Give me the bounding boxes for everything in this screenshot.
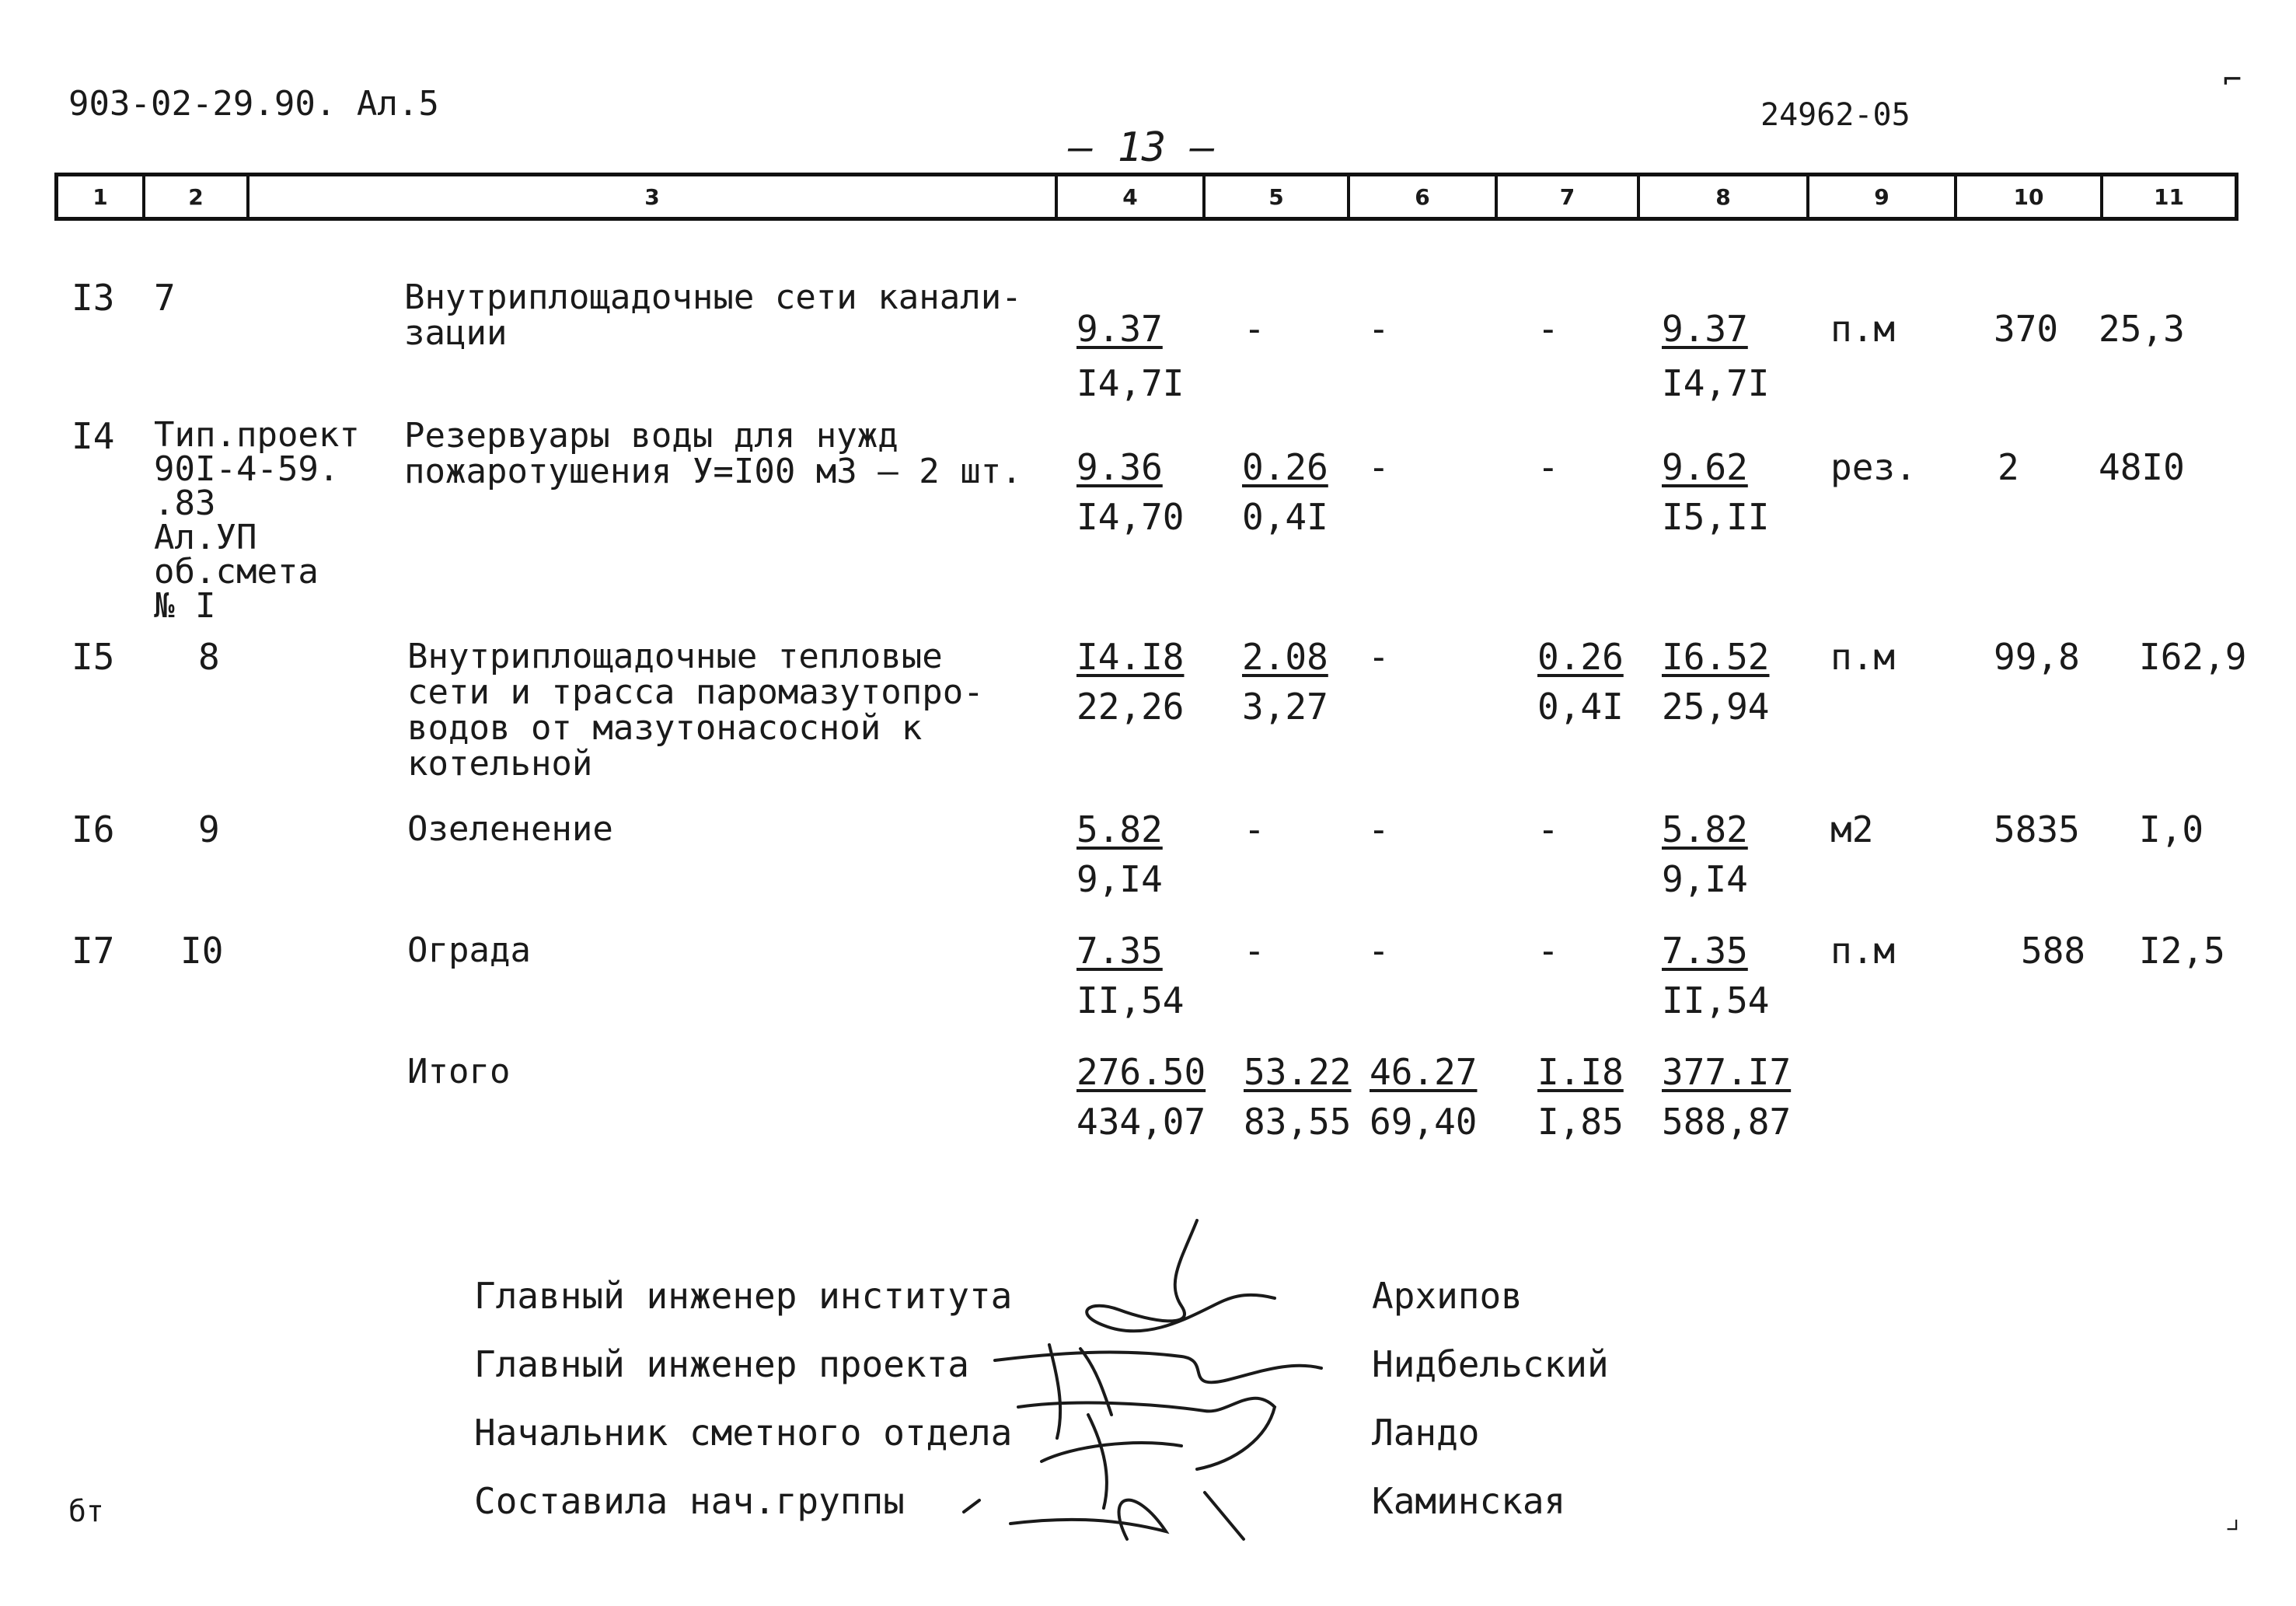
row-name: Резервуары воды для нужд пожаротушения У=I00 м3 – 2 шт. — [404, 416, 1022, 491]
col4-top: 9.37 — [1076, 308, 1163, 350]
total-col4-top: 276.50 — [1076, 1051, 1206, 1093]
quantity: 370 — [1994, 308, 2059, 350]
signature-name: Архипов — [1372, 1275, 1523, 1317]
col8-bottom: II,54 — [1662, 979, 1770, 1021]
col7-top: - — [1537, 930, 1559, 972]
signature-role: Главный инженер проекта — [474, 1343, 969, 1385]
col8-bottom: I5,II — [1662, 496, 1770, 538]
col11: 48I0 — [2099, 446, 2185, 488]
col-header-9: 9 — [1809, 176, 1957, 217]
page-number: — 13 — — [1069, 124, 1215, 171]
col-header-11: 11 — [2154, 183, 2184, 210]
col11: I,0 — [2139, 808, 2204, 850]
row-name: Внутриплощадочные тепловые сети и трасса паромазутопро- водов от мазутонасосной к котельной — [407, 637, 984, 784]
total-col5-top: 53.22 — [1244, 1051, 1352, 1093]
row-ref: Тип.проект 90I-4-59. .83 Ал.УП об.смета № I — [154, 415, 360, 626]
total-col7-bottom: I,85 — [1537, 1101, 1624, 1143]
archive-number: 24962-05 — [1760, 97, 1910, 133]
doc-code: 903-02-29.90. Ал.5 — [68, 84, 439, 124]
col7-top: - — [1537, 446, 1559, 488]
col8-top: 7.35 — [1662, 930, 1748, 972]
col8-top: I6.52 — [1662, 636, 1770, 678]
col6: - — [1368, 446, 1390, 488]
total-col8-bottom: 588,87 — [1662, 1101, 1792, 1143]
col8-top: 9.37 — [1662, 308, 1748, 350]
col5-top: 0.26 — [1242, 446, 1328, 488]
row-name: Ограда — [407, 930, 531, 970]
col4-bottom: I4,7I — [1076, 362, 1185, 404]
total-col5-bottom: 83,55 — [1244, 1101, 1352, 1143]
col8-bottom: 25,94 — [1662, 686, 1770, 728]
col5-top: - — [1244, 308, 1265, 350]
row-ref: 7 — [154, 277, 176, 319]
col7-top: - — [1537, 808, 1559, 850]
col8-top: 9.62 — [1662, 446, 1748, 488]
col-header-4: 4 — [1058, 176, 1206, 217]
column-header-row — [54, 173, 2238, 221]
corner-mark-bottom-left: бт — [68, 1494, 104, 1528]
quantity: 5835 — [1994, 808, 2080, 850]
col4-top: I4.I8 — [1076, 636, 1185, 678]
col8-bottom: 9,I4 — [1662, 858, 1748, 900]
corner-mark-bottom-right: ⌟ — [2223, 1500, 2242, 1536]
col5-top: - — [1244, 930, 1265, 972]
col-header-1: 1 — [58, 176, 145, 217]
col6: - — [1368, 308, 1390, 350]
col4-bottom: 22,26 — [1076, 686, 1185, 728]
col-header-2: 2 — [145, 176, 249, 217]
col-header-10: 10 — [1957, 176, 2103, 217]
total-col7-top: I.I8 — [1537, 1051, 1624, 1093]
col11: 25,3 — [2099, 308, 2185, 350]
col7-bottom: 0,4I — [1537, 686, 1624, 728]
total-col6-top: 46.27 — [1370, 1051, 1478, 1093]
col4-bottom: I4,70 — [1076, 496, 1185, 538]
unit: рез. — [1830, 446, 1917, 488]
col-header-3: 3 — [249, 176, 1058, 217]
col11: I62,9 — [2139, 636, 2247, 678]
corner-mark-top-right: ⌐ — [2223, 62, 2242, 98]
row-number: I5 — [72, 636, 115, 678]
row-number: I7 — [72, 930, 115, 972]
quantity: 2 — [1998, 446, 2019, 488]
row-name: Озеленение — [407, 809, 613, 849]
signature-name: Каминская — [1372, 1480, 1566, 1522]
total-label: Итого — [407, 1052, 511, 1091]
row-number: I6 — [72, 808, 115, 850]
total-col6-bottom: 69,40 — [1370, 1101, 1478, 1143]
signature-role: Начальник сметного отдела — [474, 1412, 1013, 1454]
col6: - — [1368, 930, 1390, 972]
unit: п.м — [1830, 930, 1896, 972]
col-header-7: 7 — [1498, 176, 1640, 217]
col4-top: 7.35 — [1076, 930, 1163, 972]
col7-top: 0.26 — [1537, 636, 1624, 678]
unit: м2 — [1830, 808, 1874, 850]
col5-top: 2.08 — [1242, 636, 1328, 678]
handwritten-signatures — [948, 1213, 1352, 1555]
col-header-6: 6 — [1350, 176, 1498, 217]
unit: п.м — [1830, 636, 1896, 678]
signature-name: Ландо — [1372, 1412, 1480, 1454]
col6: - — [1368, 808, 1390, 850]
quantity: 99,8 — [1994, 636, 2080, 678]
unit: п.м — [1830, 308, 1896, 350]
total-col4-bottom: 434,07 — [1076, 1101, 1206, 1143]
col4-top: 9.36 — [1076, 446, 1163, 488]
row-ref: I0 — [180, 930, 224, 972]
col6: - — [1368, 636, 1390, 678]
row-number: I3 — [72, 277, 115, 319]
quantity: 588 — [2021, 930, 2086, 972]
row-number: I4 — [72, 415, 115, 457]
signature-role: Составила нач.группы — [474, 1480, 905, 1522]
row-ref: 8 — [198, 636, 220, 678]
row-name: Внутриплощадочные сети канали- зации — [404, 278, 1022, 353]
col11: I2,5 — [2139, 930, 2225, 972]
total-col8-top: 377.I7 — [1662, 1051, 1792, 1093]
col8-top: 5.82 — [1662, 808, 1748, 850]
col4-top: 5.82 — [1076, 808, 1163, 850]
col-header-5: 5 — [1206, 176, 1350, 217]
col8-bottom: I4,7I — [1662, 362, 1770, 404]
signature-name: Нидбельский — [1372, 1343, 1609, 1385]
row-ref: 9 — [198, 808, 220, 850]
col5-bottom: 3,27 — [1242, 686, 1328, 728]
col4-bottom: II,54 — [1076, 979, 1185, 1021]
col-header-8: 8 — [1640, 176, 1809, 217]
col5-bottom: 0,4I — [1242, 496, 1328, 538]
col4-bottom: 9,I4 — [1076, 858, 1163, 900]
col5-top: - — [1244, 808, 1265, 850]
col7-top: - — [1537, 308, 1559, 350]
signature-role: Главный инженер института — [474, 1275, 1013, 1317]
